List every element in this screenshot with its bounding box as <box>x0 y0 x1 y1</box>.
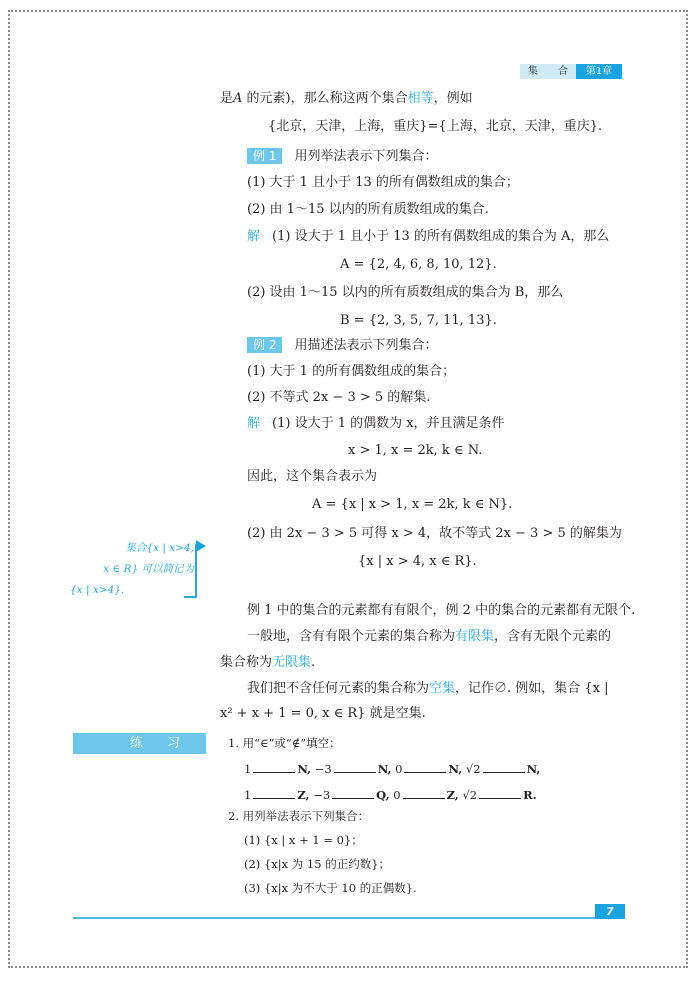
exercise-q2-item-3: (3) {x|x 为不大于 10 的正偶数}. <box>244 881 417 895</box>
exercise-q1-title: 1. 用“∈”或“∉”填空： <box>228 736 341 750</box>
example-1-solution-1 <box>247 228 609 246</box>
example-2-title: 用描述法表示下列集合： <box>294 338 438 353</box>
intro-suffix: ，例如 <box>433 91 473 106</box>
paragraph-2-end: . <box>311 655 316 670</box>
example-1-equation-2: B = {2, 3, 5, 7, 11, 13}. <box>340 313 497 328</box>
intro-line <box>220 90 473 108</box>
example-2-condition: x > 1, x = 2k, k ∈ N. <box>348 443 483 458</box>
paragraph-2-mid: ，含有无限个元素的 <box>494 629 612 644</box>
q1-row2-set-1: Z, <box>297 788 310 802</box>
intro-prefix: 是 <box>220 91 234 106</box>
q1-row1-left-2: −3 <box>314 762 332 776</box>
example-2-item-2: (2) 不等式 2x − 3 > 5 的解集. <box>247 390 431 405</box>
q1-row1-set-4: N, <box>526 762 541 776</box>
example-2-heading <box>247 337 437 355</box>
exercise-q1-row-1 <box>244 760 540 777</box>
paragraph-2-prefix: 一般地，含有有限个元素的集合称为 <box>247 629 456 644</box>
q1-row1-set-3: N, <box>448 762 463 776</box>
exercise-q2-item-1: (1) {x | x + 1 = 0}； <box>244 833 363 847</box>
answer-blank[interactable] <box>334 760 376 773</box>
q1-row1-left-3: 0 <box>395 762 403 776</box>
answer-blank[interactable] <box>479 786 521 799</box>
q1-row1-left-1: 1 <box>244 762 252 776</box>
chapter-header <box>520 64 622 79</box>
example-1-item-1: (1) 大于 1 且小于 13 的所有偶数组成的集合； <box>247 175 519 190</box>
section-label-char-2: 合 <box>558 66 568 77</box>
example-2-solution-2: (2) 由 2x − 3 > 5 可得 x > 4，故不等式 2x − 3 > 5 的解集为 <box>247 526 622 541</box>
page-number: 7 <box>595 904 625 919</box>
exercise-q2-item-2: (2) {x|x 为 15 的正约数}； <box>244 857 391 871</box>
q1-row1-set-1: N, <box>297 762 312 776</box>
solution-label: 解 <box>247 229 261 244</box>
q1-row2-set-2: Q, <box>376 788 390 802</box>
example-2-item-1: (1) 大于 1 的所有偶数组成的集合； <box>247 364 456 379</box>
paragraph-2-line-2 <box>220 654 315 672</box>
paragraph-2-line2-prefix: 集合称为 <box>220 655 273 670</box>
example-2-solution-1 <box>247 415 505 433</box>
answer-blank[interactable] <box>253 760 295 773</box>
intro-equation: {北京，天津，上海，重庆}={上海，北京，天津，重庆}. <box>268 119 603 134</box>
q1-row2-left-1: 1 <box>244 788 252 802</box>
q1-row2-set-3: Z, <box>446 788 459 802</box>
paragraph-3 <box>247 680 609 698</box>
example-2-result-2: {x | x > 4, x ∈ R}. <box>358 554 477 569</box>
q1-row2-left-2: −3 <box>313 788 331 802</box>
margin-note-bracket-foot <box>184 596 197 598</box>
solution-label: 解 <box>247 416 261 431</box>
example-1-heading <box>247 148 437 166</box>
exercise-q2-title: 2. 用列举法表示下列集合： <box>228 809 370 823</box>
section-label <box>520 64 576 79</box>
example-1-title: 用列举法表示下列集合： <box>294 149 438 164</box>
term-equal: 相等 <box>407 91 434 106</box>
exercise-q1-row-2 <box>244 786 537 803</box>
example-1-badge: 例 1 <box>247 148 282 164</box>
q1-row2-left-3: 0 <box>393 788 401 802</box>
margin-note-line-3: {x | x>4}. <box>70 584 125 596</box>
flag-icon <box>196 540 206 552</box>
exercise-bar: 练 习 <box>73 733 206 754</box>
solution-1-text: (1) 设大于 1 的偶数为 x，并且满足条件 <box>272 416 505 431</box>
margin-note-line-2: x ∈ R} 可以简记为 <box>103 563 194 575</box>
margin-note-bracket <box>195 544 197 598</box>
answer-blank[interactable] <box>403 786 445 799</box>
paragraph-1: 例 1 中的集合的元素都有有限个，例 2 中的集合的元素都有无限个. <box>247 603 636 618</box>
q1-row1-left-4: √2 <box>465 762 481 776</box>
chapter-label: 第1章 <box>576 64 622 79</box>
example-2-therefore: 因此，这个集合表示为 <box>247 469 378 484</box>
example-1-equation-1: A = {2, 4, 6, 8, 10, 12}. <box>340 257 497 272</box>
paragraph-2 <box>247 628 611 646</box>
answer-blank[interactable] <box>332 786 374 799</box>
term-finite-set: 有限集 <box>455 629 495 644</box>
term-infinite-set: 无限集 <box>272 655 312 670</box>
paragraph-3-line-2: x² + x + 1 = 0, x ∈ R} 就是空集. <box>220 706 426 721</box>
margin-note-line-1: 集合{x | x>4, <box>125 542 194 554</box>
intro-var: A <box>233 91 243 106</box>
paragraph-3-prefix: 我们把不含任何元素的集合称为 <box>247 681 430 696</box>
solution-1-text: (1) 设大于 1 且小于 13 的所有偶数组成的集合为 A，那么 <box>272 229 610 244</box>
example-2-badge: 例 2 <box>247 337 282 353</box>
q1-row2-set-4: R. <box>523 788 537 802</box>
footer-rule <box>73 917 595 919</box>
example-1-item-2: (2) 由 1～15 以内的所有质数组成的集合. <box>247 202 489 217</box>
intro-mid: 的元素)，那么称这两个集合 <box>242 91 408 106</box>
answer-blank[interactable] <box>253 786 295 799</box>
answer-blank[interactable] <box>404 760 446 773</box>
term-empty-set: 空集 <box>429 681 456 696</box>
example-1-solution-2: (2) 设由 1～15 以内的所有质数组成的集合为 B，那么 <box>247 285 564 300</box>
margin-note <box>70 538 194 601</box>
q1-row1-set-2: N, <box>377 762 392 776</box>
section-label-char-1: 集 <box>528 66 538 77</box>
answer-blank[interactable] <box>483 760 525 773</box>
q1-row2-left-4: √2 <box>462 788 478 802</box>
paragraph-3-suffix: ，记作∅. 例如，集合 {x | <box>455 681 609 696</box>
example-2-result: A = {x | x > 1, x = 2k, k ∈ N}. <box>312 497 513 512</box>
